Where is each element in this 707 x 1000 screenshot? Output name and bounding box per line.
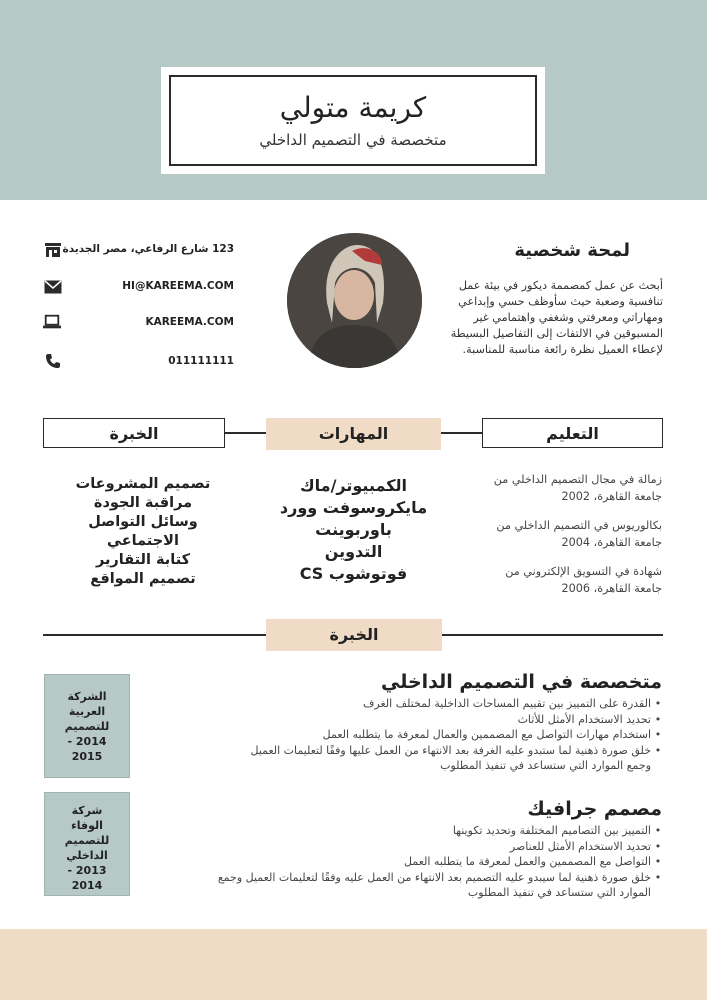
list-item: مايكروسوفت وورد — [279, 498, 428, 517]
job-title: مصمم جرافيك — [527, 798, 662, 820]
education-header: التعليم — [482, 418, 663, 448]
list-item: • التمييز بين التصاميم المختلفة وتحديد تكوينها — [452, 824, 662, 837]
company-box: شركة الوفاء للتصميم الداخلي 2013 - 2014 — [44, 792, 130, 896]
job-title: متخصصة في التصميم الداخلي — [380, 671, 662, 693]
list-item: • تحديد الاستخدام الأمثل للعناصر — [509, 839, 662, 853]
education-item: زمالة في مجال التصميم الداخلي من جامعة القاهرة، 2002 — [493, 473, 662, 503]
candidate-name: كريمة متولي — [279, 91, 427, 124]
profile-photo — [287, 233, 422, 368]
list-item: • خلق صورة ذهنية لما ستبدو عليه الغرفة بعد الانتهاء من العمل عليها وفقًا لتعليمات العميل — [250, 743, 662, 757]
contact-address: 123 شارع الرفاعي، مصر الجديدة — [62, 243, 234, 255]
list-item: • خلق صورة ذهنية لما سيبدو عليه التصميم بعد الانتهاء من العمل عليه وفقًا لتعليمات العميل وجمع — [217, 870, 662, 884]
name-frame — [169, 75, 537, 166]
job-bullets — [150, 696, 665, 774]
candidate-title: متخصصة في التصميم الداخلي — [259, 131, 447, 149]
laptop-icon — [43, 313, 61, 331]
list-item: فوتوشوب CS — [299, 564, 408, 583]
education-item: بكالوريوس في التصميم الداخلي من جامعة القاهرة، 2004 — [496, 519, 662, 549]
list-item: وسائل التواصل — [88, 514, 198, 530]
list-item: • تحديد الاستخدام الأمثل للأثاث — [517, 712, 662, 726]
skills-header: المهارات — [266, 418, 441, 450]
skills-list — [256, 475, 451, 585]
list-item: مراقبة الجودة — [93, 495, 193, 511]
contact-email[interactable]: HI@KAREEMA.COM — [122, 280, 234, 292]
company-box: الشركة العربية للتصميم 2014 - 2015 — [44, 674, 130, 778]
building-icon — [44, 241, 62, 259]
contact-website[interactable]: KAREEMA.COM — [145, 316, 234, 328]
list-item: • استخدام مهارات التواصل مع المصممين والعمال لمعرفة ما يتطلبه العمل — [322, 728, 662, 741]
profile-title: لمحة شخصية — [514, 240, 630, 261]
education-item: شهادة في التسويق الإلكتروني من جامعة القاهرة، 2006 — [505, 565, 662, 595]
experience-areas-list — [43, 475, 243, 589]
list-item: كتابة التقارير — [95, 552, 191, 568]
list-item: • التواصل مع المصممين والعمل لمعرفة ما يتطلبه العمل — [404, 855, 662, 868]
footer-band — [0, 929, 707, 1000]
name-card — [161, 67, 545, 174]
list-item: الكمبيوتر/ماك — [300, 476, 407, 495]
experience-header: الخبرة — [266, 619, 442, 651]
mail-icon — [44, 278, 62, 296]
list-item: الاجتماعي — [107, 533, 179, 549]
phone-icon — [44, 352, 62, 370]
list-item: • القدرة على التمييز بين تقييم المساحات الداخلية لمختلف الغرف — [363, 697, 662, 710]
contact-phone: 011111111 — [168, 355, 234, 367]
list-item: تصميم المشروعات — [75, 476, 211, 492]
list-item: باوربوينت — [315, 520, 392, 539]
job-bullets — [150, 823, 665, 901]
list-item: التدوين — [324, 542, 383, 561]
profile-text: أبحث عن عمل كمصممة ديكور في بيئة عمل تنافسية وصعبة حيث سأوظف حسي وإبداعي ومهاراتي ومعرفتي وشغفي واهتمامي غير المسبوقين في الالتفات إلى التفاصيل البسيطة لإعطاء العميل نظرة رائعة مناسبة للمناسبة. — [450, 279, 663, 356]
list-item-continuation: وجمع الموارد التي ستساعد في تنفيذ المطلوب — [440, 759, 651, 772]
list-item: تصميم المواقع — [90, 571, 196, 587]
experience-areas-header: الخبرة — [43, 418, 225, 448]
list-item-continuation: الموارد التي ستساعد في تنفيذ المطلوب — [467, 886, 651, 899]
education-list — [462, 471, 662, 597]
